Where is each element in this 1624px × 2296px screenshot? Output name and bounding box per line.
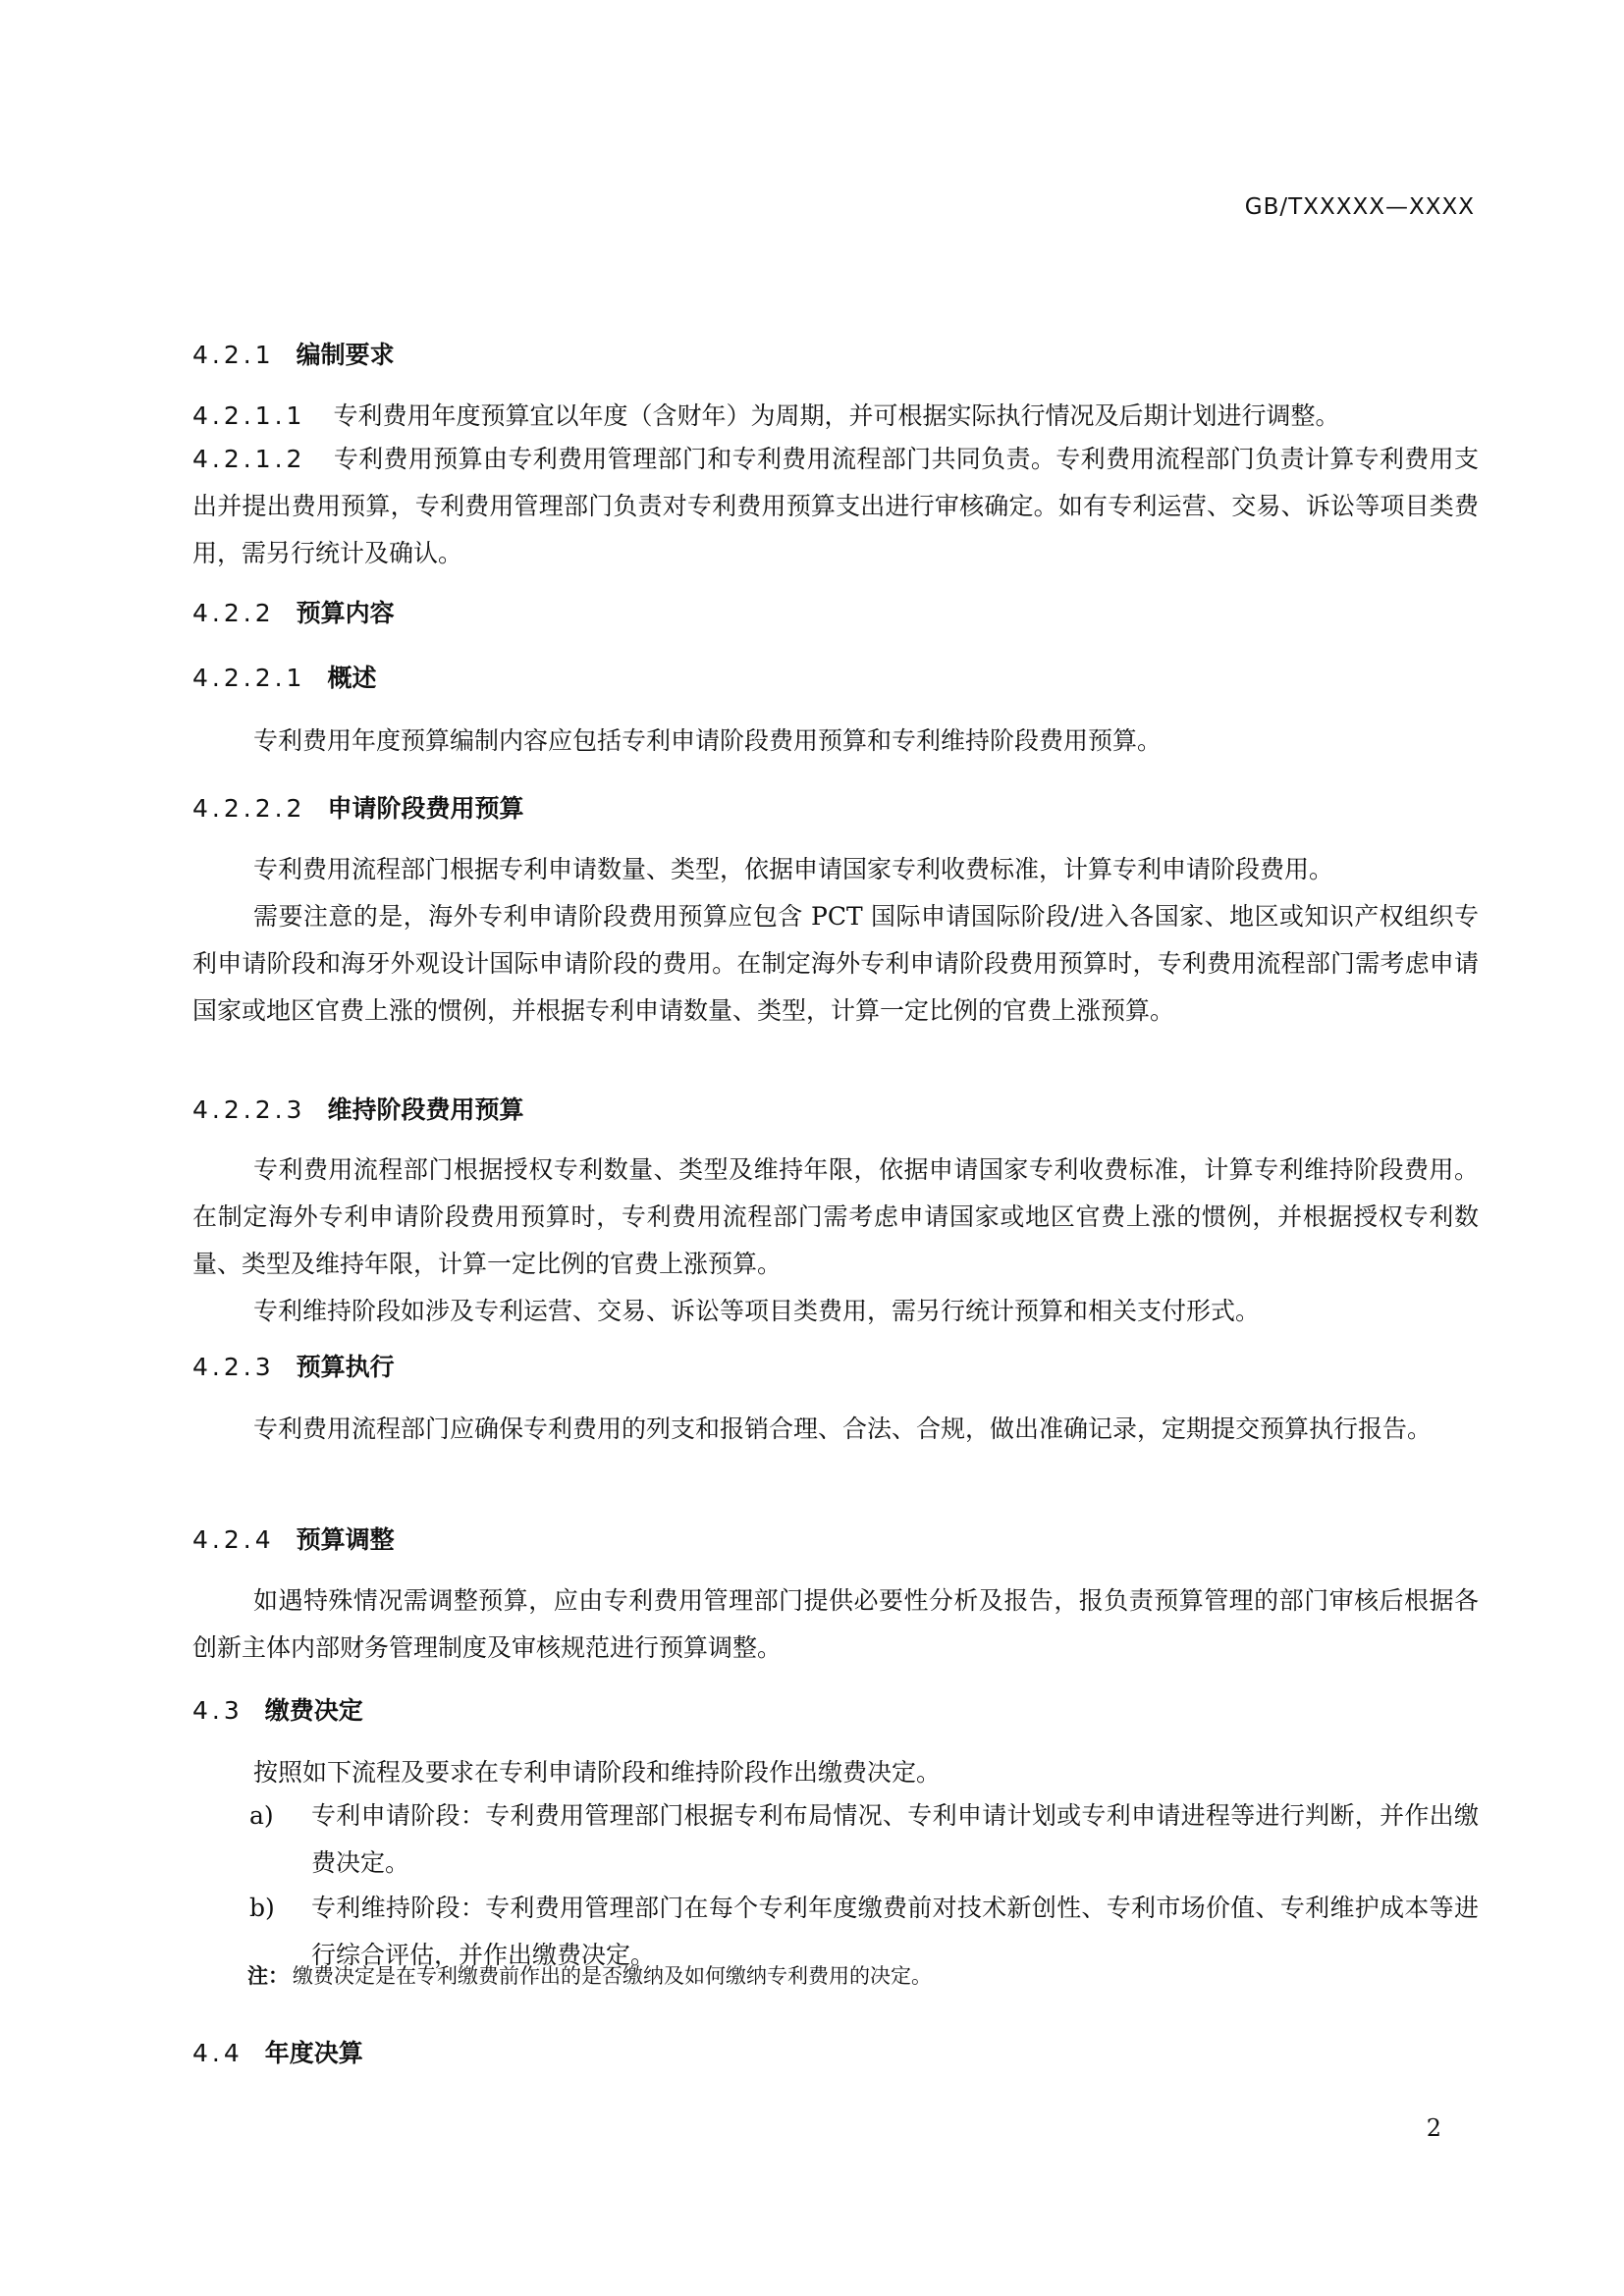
paragraph-4-2-2-1 [192, 718, 1479, 765]
section-title: 年度决算 [264, 2039, 363, 2067]
section-title: 预算内容 [296, 599, 395, 627]
heading-4-2-2-1 [192, 659, 376, 694]
paragraphs-4-2-2-2 [192, 846, 1479, 1035]
document-number: GB/TXXXXX—XXXX [1244, 194, 1475, 220]
section-title: 概述 [327, 664, 377, 692]
section-number: 4.4 [192, 2039, 244, 2067]
section-number: 4.3 [192, 1696, 244, 1725]
section-title: 维持阶段费用预算 [327, 1095, 524, 1124]
note [247, 1960, 932, 1990]
heading-4-2-3 [192, 1348, 395, 1383]
heading-4-2-1 [192, 336, 395, 371]
paragraph-4-2-3 [192, 1406, 1479, 1453]
section-number: 4.2.2.1 [192, 664, 306, 692]
paragraph: 专利维持阶段如涉及专利运营、交易、诉讼等项目类费用，需另行统计预算和相关支付形式。 [253, 1297, 1261, 1325]
paragraph: 专利费用流程部门应确保专利费用的列支和报销合理、合法、合规，做出准确记录，定期提交预算执行报告。 [253, 1415, 1433, 1443]
note-label: 注： [247, 1964, 289, 1988]
section-title: 编制要求 [296, 341, 395, 369]
clause-number: 4.2.1.1 [192, 401, 306, 430]
heading-4-3 [192, 1691, 363, 1727]
paragraph: 专利费用流程部门根据专利申请数量、类型，依据申请国家专利收费标准，计算专利申请阶段费用。 [253, 855, 1334, 883]
paragraph: 需要注意的是，海外专利申请阶段费用预算应包含 PCT 国际申请国际阶段/进入各国家、地区或知识产权组织专利申请阶段和海牙外观设计国际申请阶段的费用。在制定海外专利申请阶段费用预算时，专利费用流程部门需考虑申请国家或地区官费上涨的惯例，并根据专利申请数量、类型，计算一定比例的官费上涨预算。 [192, 902, 1479, 1025]
clause-text: 专利费用预算由专利费用管理部门和专利费用流程部门共同负责。专利费用流程部门负责计算专利费用支出并提出费用预算，专利费用管理部门负责对专利费用预算支出进行审核确定。如有专利运营、交易、诉讼等项目类费用，需另行统计及确认。 [192, 445, 1479, 567]
paragraph: 如遇特殊情况需调整预算，应由专利费用管理部门提供必要性分析及报告，报负责预算管理的部门审核后根据各创新主体内部财务管理制度及审核规范进行预算调整。 [192, 1586, 1479, 1662]
heading-4-2-4 [192, 1521, 395, 1556]
list-item-text: 专利维持阶段：专利费用管理部门在每个专利年度缴费前对技术新创性、专利市场价值、专利维护成本等进行综合评估，并作出缴费决定。 [311, 1894, 1479, 1969]
list-item-a [249, 1792, 1479, 1887]
paragraph: 专利费用年度预算编制内容应包括专利申请阶段费用预算和专利维持阶段费用预算。 [253, 726, 1163, 755]
clause-text: 专利费用年度预算宜以年度（含财年）为周期，并可根据实际执行情况及后期计划进行调整。 [333, 401, 1340, 430]
section-number: 4.2.1 [192, 341, 275, 369]
list-marker: a) [249, 1801, 274, 1830]
paragraphs-4-2-2-3 [192, 1147, 1479, 1335]
section-number: 4.2.3 [192, 1353, 275, 1381]
paragraph-4-2-4 [192, 1577, 1479, 1672]
section-number: 4.2.2 [192, 599, 275, 627]
section-number: 4.2.2.2 [192, 794, 306, 823]
paragraph: 按照如下流程及要求在专利申请阶段和维持阶段作出缴费决定。 [253, 1758, 942, 1787]
clause-4-2-1-2 [192, 436, 1479, 577]
paragraph-4-3 [192, 1749, 1479, 1796]
note-text: 缴费决定是在专利缴费前作出的是否缴纳及如何缴纳专利费用的决定。 [293, 1964, 932, 1988]
page-number: 2 [1426, 2114, 1441, 2142]
heading-4-2-2-2 [192, 789, 523, 825]
section-title: 预算调整 [296, 1525, 395, 1554]
list-item-text: 专利申请阶段：专利费用管理部门根据专利布局情况、专利申请计划或专利申请进程等进行判断，并作出缴费决定。 [311, 1801, 1479, 1877]
section-title: 缴费决定 [264, 1696, 363, 1725]
section-number: 4.2.4 [192, 1525, 275, 1554]
heading-4-2-2-3 [192, 1091, 523, 1126]
list-marker: b) [249, 1894, 275, 1922]
clause-4-2-1-1 [192, 393, 1479, 440]
heading-4-4 [192, 2034, 363, 2069]
section-title: 预算执行 [296, 1353, 395, 1381]
section-title: 申请阶段费用预算 [327, 794, 524, 823]
section-number: 4.2.2.3 [192, 1095, 306, 1124]
paragraph: 专利费用流程部门根据授权专利数量、类型及维持年限，依据申请国家专利收费标准，计算专利维持阶段费用。在制定海外专利申请阶段费用预算时，专利费用流程部门需考虑申请国家或地区官费上涨的惯例，并根据授权专利数量、类型及维持年限，计算一定比例的官费上涨预算。 [192, 1155, 1479, 1278]
clause-number: 4.2.1.2 [192, 445, 306, 473]
heading-4-2-2 [192, 594, 395, 629]
